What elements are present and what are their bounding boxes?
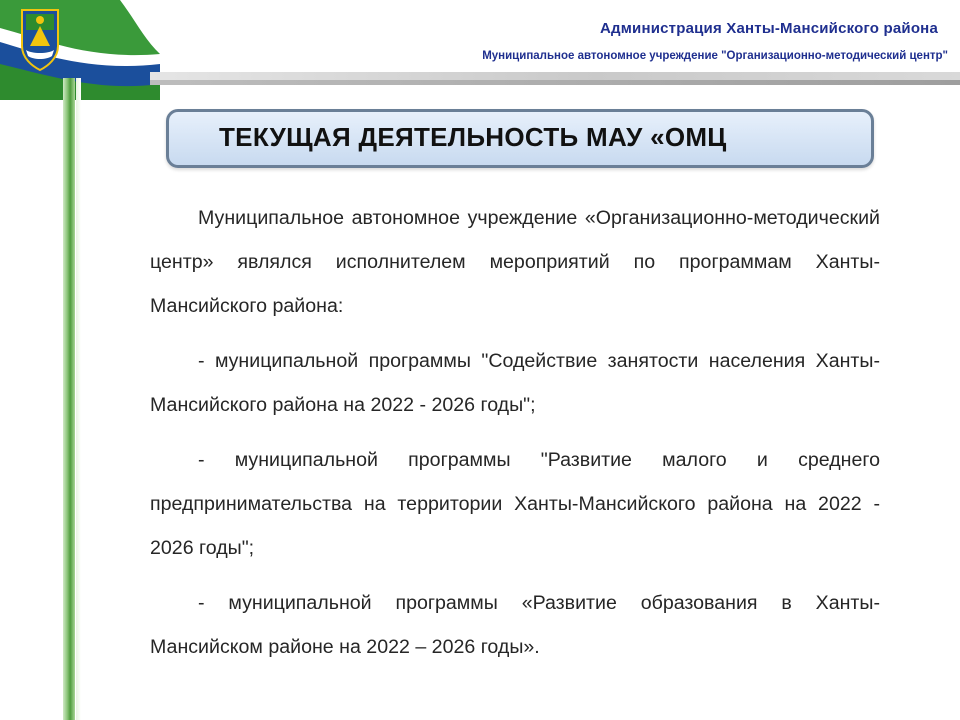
org-subtitle: Муниципальное автономное учреждение "Организационно-методический центр" [482, 50, 948, 62]
coat-of-arms-icon [22, 10, 58, 70]
paragraph-intro [150, 196, 880, 328]
paragraph-program-business-text: - муниципальной программы "Развитие малого и среднего предпринимательства на территории Ханты-Мансийского района на 2022 - 2026 годы"; [150, 449, 880, 559]
paragraph-program-education-text: - муниципальной программы «Развитие образования в Ханты-Мансийском районе на 2022 – 2026 годы». [150, 592, 880, 658]
body-text [150, 196, 880, 680]
paragraph-program-business [150, 438, 880, 570]
slide-title: ТЕКУЩАЯ ДЕЯТЕЛЬНОСТЬ МАУ «ОМЦ [219, 122, 727, 152]
paragraph-program-education [150, 581, 880, 669]
side-stripe [63, 78, 75, 720]
header-band-shadow [150, 80, 960, 85]
paragraph-program-employment-text: - муниципальной программы "Содействие занятости населения Ханты-Мансийского района на 2022 - 2026 годы"; [150, 350, 880, 416]
paragraph-program-employment [150, 339, 880, 427]
title-box [166, 109, 874, 168]
paragraph-intro-text: Муниципальное автономное учреждение «Организационно-методический центр» являлся исполнителем мероприятий по программам Ханты-Мансийского района: [150, 207, 880, 317]
side-stripe-highlight [76, 78, 81, 720]
org-title: Администрация Ханты-Мансийского района [599, 20, 938, 37]
